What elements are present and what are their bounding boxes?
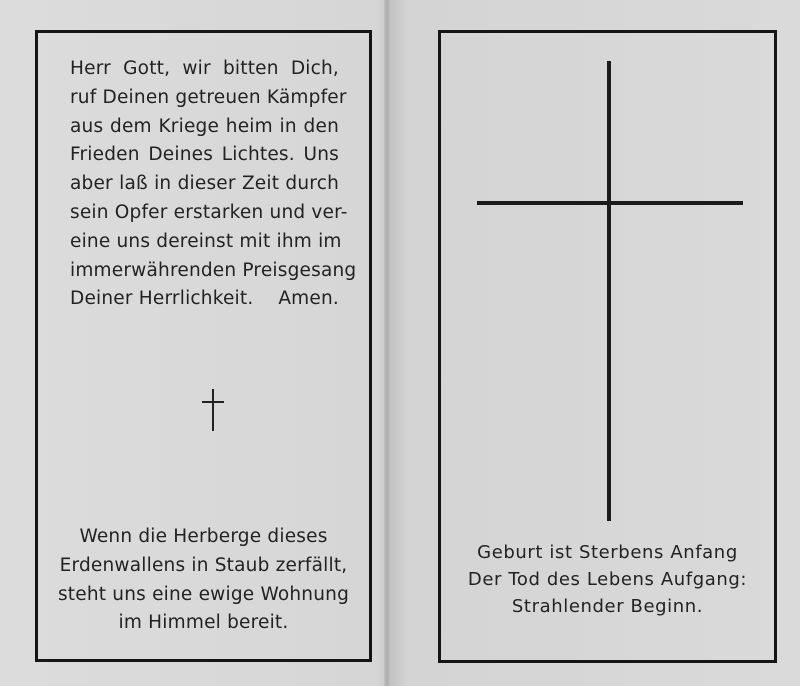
prayer-line: ruf Deinen getreuen Kämpfer — [70, 86, 347, 108]
verse-line: steht uns eine ewige Wohnung — [57, 583, 350, 605]
large-cross-icon — [477, 61, 743, 521]
prayer-line: Frieden Deines Lichtes. Uns — [70, 144, 339, 166]
left-panel — [35, 30, 372, 662]
prayer-closing: Deiner Herrlichkeit. — [70, 288, 254, 310]
motto-line: Strahlender Beginn. — [511, 596, 704, 617]
verse-line: im Himmel bereit. — [118, 612, 289, 634]
motto-text — [441, 539, 774, 620]
motto-line: Geburt ist Sterbens Anfang — [477, 542, 738, 563]
verse-text — [38, 523, 369, 638]
motto-line: Der Tod des Lebens Aufgang: — [467, 569, 748, 590]
prayer-line: aus dem Kriege heim in den — [70, 115, 339, 137]
prayer-amen: Amen. — [278, 288, 339, 310]
prayer-line: immerwährenden Preisgesang — [70, 259, 357, 281]
prayer-last-line — [70, 285, 339, 314]
verse-line: Wenn die Herberge dieses — [79, 526, 328, 547]
prayer-line: sein Opfer erstarken und ver- — [70, 201, 348, 223]
verse-line: Erdenwallens in Staub zerfällt, — [59, 554, 348, 576]
prayer-line: Herr Gott, wir bitten Dich, — [70, 58, 339, 79]
card-fold — [384, 0, 390, 686]
prayer-line: aber laß in dieser Zeit durch — [70, 173, 339, 195]
prayer-line: eine uns dereinst mit ihm im — [70, 230, 342, 252]
prayer-text — [38, 55, 369, 314]
right-panel — [438, 30, 777, 663]
latin-cross-icon — [202, 389, 224, 431]
